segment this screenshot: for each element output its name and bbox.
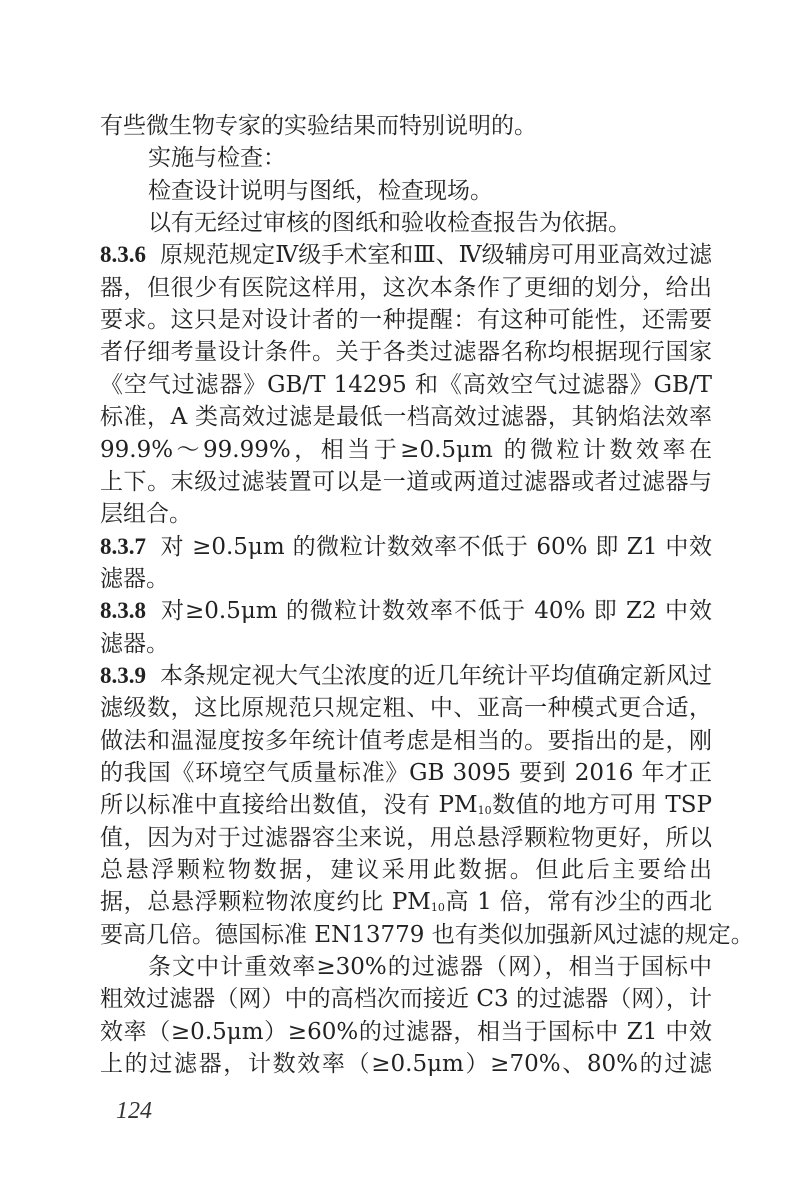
section-number: 8.3.6: [100, 242, 146, 268]
text-line: [100, 790, 712, 820]
section-number: 8.3.7: [100, 533, 146, 559]
text-segment: 条文中计重效率≥30%的过滤器（网），相当于国标中: [148, 954, 712, 981]
subscript: 10: [430, 901, 445, 915]
text-segment: 对≥0.5μm 的微粒计数效率不低于 40% 即 Z2 中效: [160, 598, 712, 625]
text-line: [100, 337, 712, 367]
text-line: [100, 1049, 712, 1079]
text-line: [100, 855, 712, 885]
text-line: [100, 435, 712, 465]
text-line: [100, 596, 712, 626]
text-segment: 总悬浮颗粒物数据，建议采用此数据。但此后主要给出: [100, 857, 712, 884]
text-segment: 本条规定视大气尘浓度的近几年统计平均值确定新风过: [160, 662, 712, 689]
text-segment: 要高几倍。德国标准 EN13779 也有类似加强新风过滤的规定。: [100, 921, 754, 948]
text-line: [100, 661, 712, 691]
text-line: [100, 240, 712, 270]
text-line: [100, 467, 712, 497]
text-segment: 《空气过滤器》GB/T 14295 和《高效空气过滤器》GB/T: [100, 371, 712, 398]
text-segment: 实施与检查：: [148, 145, 286, 172]
text-segment: 以有无经过审核的图纸和验收检查报告为依据。: [148, 210, 631, 237]
text-line: [100, 273, 712, 303]
text-line: [100, 920, 754, 950]
text-segment: 有些微生物专家的实验结果而特别说明的。: [100, 113, 537, 139]
section-number: 8.3.9: [100, 662, 146, 688]
text-line: [100, 305, 712, 335]
text-segment: 的我国《环境空气质量标准》GB 3095 要到 2016 年才正: [100, 760, 712, 786]
text-segment: 做法和温湿度按多年统计值考虑是相当的。要指出的是，刚: [100, 727, 712, 754]
text-segment: 标准，A 类高效过滤是最低一档高效过滤器，其钠焰法效率: [100, 404, 712, 431]
text-line: [148, 143, 712, 173]
text-segment: 层组合。: [100, 501, 192, 528]
text-line: [100, 823, 712, 853]
text-line: [100, 564, 712, 594]
text-segment: 上的过滤器，计数效率（≥0.5μm）≥70%、80%的过滤: [100, 1051, 712, 1078]
text-line: [100, 1017, 712, 1047]
text-segment: 数值的地方可用 TSP: [491, 792, 712, 819]
text-line: [100, 629, 712, 659]
text-segment: 滤器。: [100, 565, 169, 592]
text-segment: 粗效过滤器（网）中的高档次而接近 C3 的过滤器（网），计: [100, 986, 712, 1013]
text-segment: 滤级数，这比原规范只规定粗、中、亚高一种模式更合适，: [100, 695, 712, 722]
text-line: [100, 532, 712, 562]
text-line: [100, 758, 712, 788]
text-segment: 所以标准中直接给出数值，没有 PM: [100, 792, 478, 819]
text-segment: 要求。这只是对设计者的一种提醒：有这种可能性，还需要: [100, 307, 712, 334]
section-number: 8.3.8: [100, 598, 146, 624]
text-line: [100, 499, 712, 529]
text-line: [148, 952, 712, 982]
text-line: [100, 402, 712, 432]
text-segment: 值，因为对于过滤器容尘来说，用总悬浮颗粒物更好，所以: [100, 824, 712, 851]
text-segment: 滤器。: [100, 630, 169, 657]
text-segment: 高 1 倍，常有沙尘的西北: [444, 889, 712, 916]
text-segment: 原规范规定Ⅳ级手术室和Ⅲ、Ⅳ级辅房可用亚高效过滤: [160, 242, 712, 269]
text-line: [100, 887, 712, 917]
text-line: [100, 984, 712, 1014]
text-line: [100, 370, 712, 400]
text-line: [148, 176, 712, 206]
text-segment: 者仔细考量设计条件。关于各类过滤器名称均根据现行国家: [100, 339, 712, 366]
text-segment: 据，总悬浮颗粒物浓度约比 PM: [100, 889, 431, 916]
text-line: [100, 111, 712, 141]
text-line: [148, 208, 712, 238]
text-line: [100, 726, 712, 756]
text-segment: 检查设计说明与图纸，检查现场。: [148, 177, 493, 204]
text-segment: 效率（≥0.5μm）≥60%的过滤器，相当于国标中 Z1 中效: [100, 1018, 712, 1045]
text-segment: 对 ≥0.5μm 的微粒计数效率不低于 60% 即 Z1 中效: [160, 533, 712, 560]
text-segment: 上下。末级过滤装置可以是一道或两道过滤器或者过滤器与: [100, 468, 712, 495]
text-line: [100, 693, 712, 723]
subscript: 10: [477, 804, 492, 818]
text-segment: 器，但很少有医院这样用，这次本条作了更细的划分，给出: [100, 274, 712, 301]
text-segment: 99.9%～99.99%，相当于≥0.5μm 的微粒计数效率在: [100, 436, 712, 463]
page-number: 124: [116, 1098, 152, 1124]
